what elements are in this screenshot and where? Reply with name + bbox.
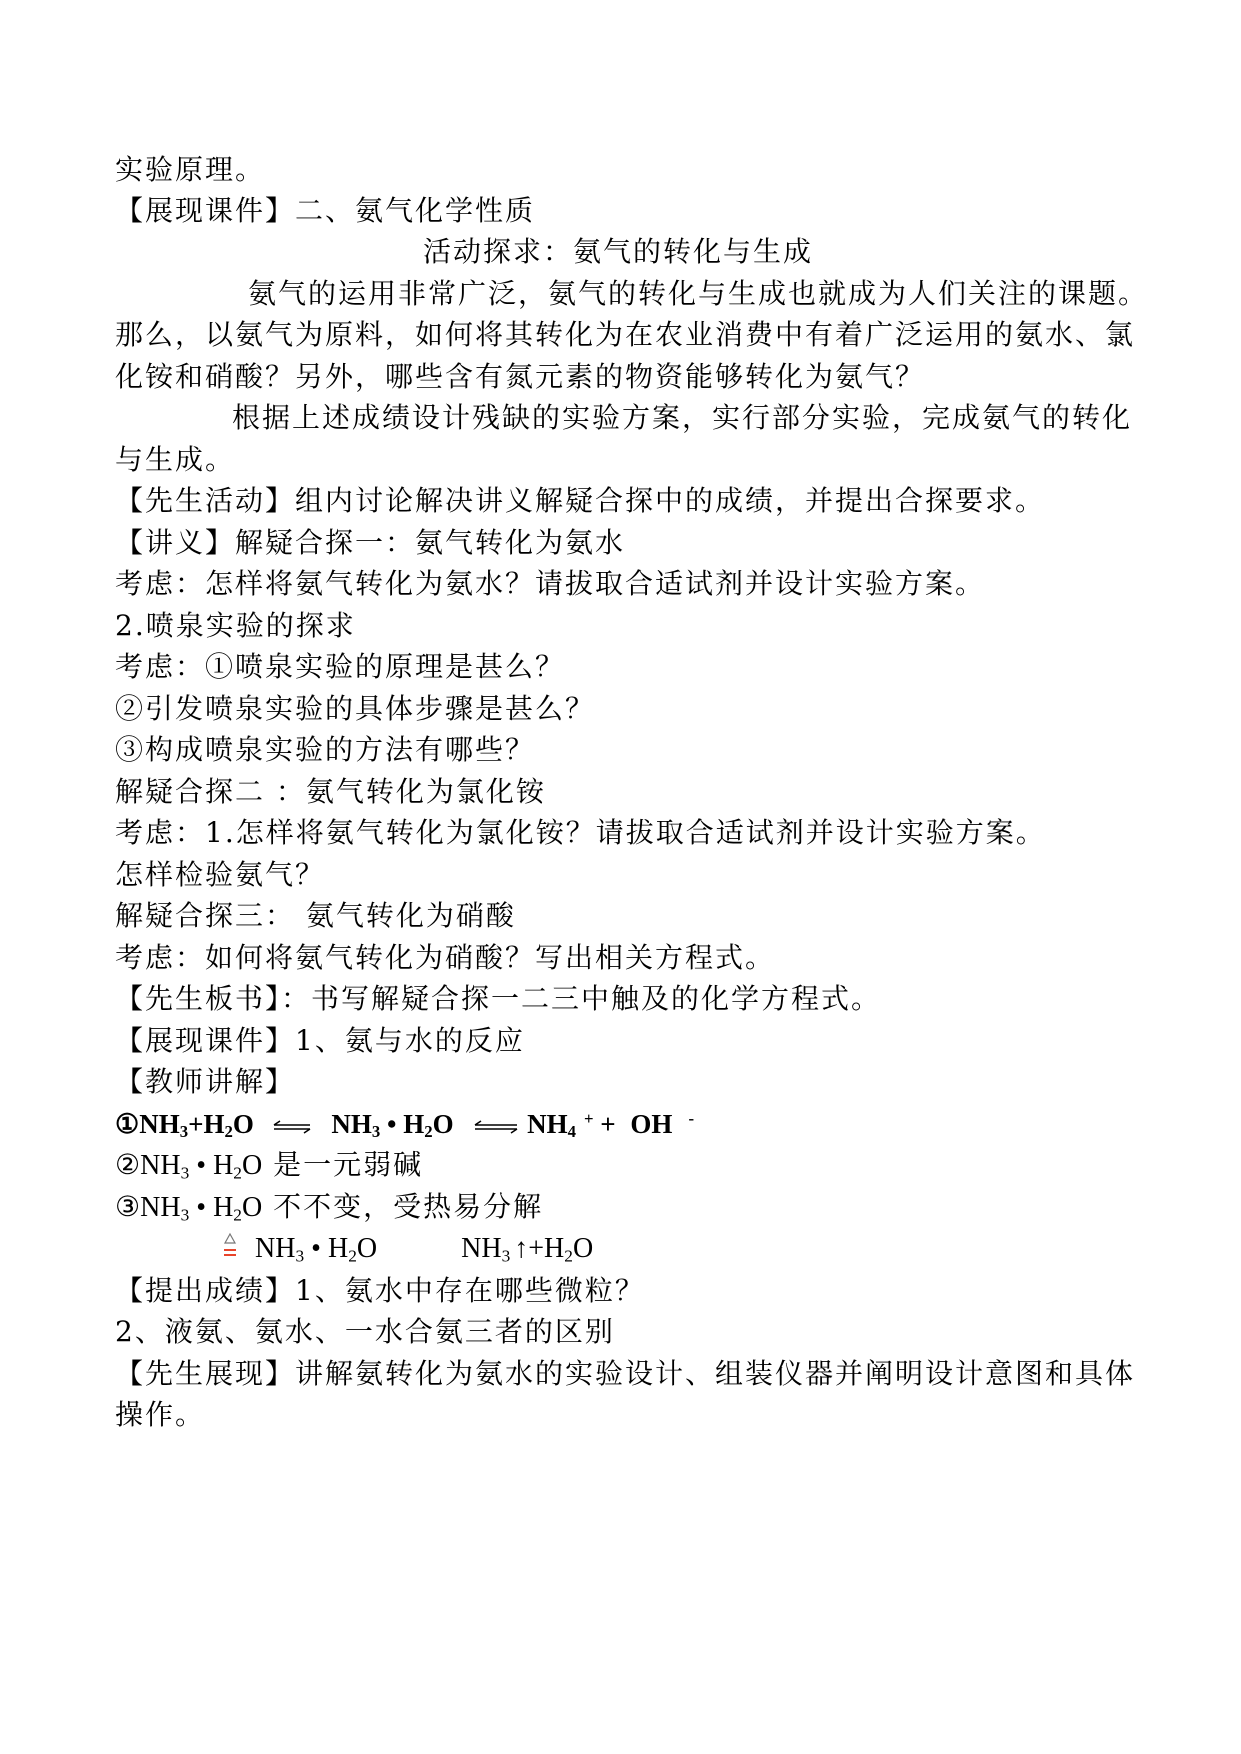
- text-line: ②引发喷泉实验的具体步骤是甚么？: [115, 692, 596, 725]
- formula-text: H: [327, 1233, 349, 1264]
- formula-text: +H: [188, 1109, 225, 1139]
- formula-number: ②: [115, 1150, 141, 1181]
- formula-text: O: [241, 1192, 263, 1223]
- formula-subscript: 3: [179, 1122, 189, 1142]
- formula-text: O: [432, 1109, 454, 1139]
- text-line: 化铵和硝酸？另外，哪些含有氮元素的物资能够转化为氨气？: [115, 360, 926, 393]
- formula-subscript: 4: [567, 1122, 576, 1142]
- formula-text: •: [380, 1109, 404, 1139]
- text-line: 解疑合探二 ：氨气转化为氯化铵: [115, 775, 546, 808]
- formula-text: NH: [527, 1109, 568, 1139]
- text-line: ③构成喷泉实验的方法有哪些？: [115, 733, 536, 766]
- heat-condition-icon: [218, 1232, 242, 1264]
- text-line: 氨气的运用非常广泛，氨气的转化与生成也就成为人们关注的课题。: [248, 277, 1149, 310]
- text-line: 与生成。: [115, 443, 236, 476]
- decomposition-equation: [255, 1229, 593, 1269]
- formula-subscript: 3: [371, 1122, 381, 1142]
- formula-number: ③: [115, 1192, 141, 1223]
- formula-text: 不不变，受热易分解: [262, 1190, 544, 1223]
- text-line: 考虑：怎样将氨气转化为氨水？请拔取合适试剂并设计实验方案。: [115, 567, 986, 600]
- text-line: 【先生板书】：书写解疑合探一二三中触及的化学方程式。: [115, 982, 882, 1015]
- text-line: [115, 1187, 543, 1228]
- text-line: 【先生展现】讲解氨转化为氨水的实验设计、组装仪器并阐明设计意图和具体: [115, 1357, 1136, 1390]
- formula-subscript: 3: [295, 1246, 305, 1266]
- text-line: 解疑合探三： 氨气转化为硝酸: [115, 899, 516, 932]
- text-line: 操作。: [115, 1398, 206, 1431]
- gas-arrow-icon: ↑: [514, 1233, 529, 1264]
- formula-text: OH: [630, 1109, 673, 1139]
- formula-text: NH: [139, 1109, 180, 1139]
- text-line: 2.喷泉实验的探求: [115, 609, 356, 642]
- reversible-arrow-icon: [273, 1120, 311, 1134]
- formula-number: ①: [115, 1109, 140, 1139]
- formula-text: H: [213, 1192, 234, 1223]
- text-line: 怎样检验氨气？: [115, 858, 326, 891]
- text-line: [115, 1145, 423, 1186]
- formula-text: O: [572, 1233, 594, 1264]
- text-line: 2、液氨、氨水、一水合氨三者的区别: [115, 1315, 615, 1348]
- section-heading: 活动探求：氨气的转化与生成: [423, 235, 814, 268]
- text-line: 【先生活动】组内讨论解决讲义解疑合探中的成绩，并提出合探要求。: [115, 484, 1046, 517]
- text-line: 【展现课件】二、氨气化学性质: [115, 194, 536, 227]
- text-line: 考虑：1.怎样将氨气转化为氯化铵？请拔取合适试剂并设计实验方案。: [115, 816, 1046, 849]
- formula-text: •: [189, 1150, 214, 1181]
- formula-subscript: 2: [564, 1246, 573, 1266]
- formula-text: O: [232, 1109, 254, 1139]
- formula-subscript: 3: [180, 1205, 190, 1225]
- text-line: 考虑：如何将氨气转化为硝酸？写出相关方程式。: [115, 941, 776, 974]
- formula-text: NH: [140, 1192, 181, 1223]
- formula-subscript: 3: [501, 1246, 511, 1266]
- formula-text: O: [241, 1150, 263, 1181]
- text-line: 考虑：①喷泉实验的原理是甚么？: [115, 650, 566, 683]
- equation-ammonia-water: [115, 1104, 694, 1144]
- formula-text: •: [189, 1192, 214, 1223]
- formula-subscript: 2: [424, 1122, 433, 1142]
- formula-text: H: [403, 1109, 425, 1139]
- formula-subscript: 2: [224, 1122, 233, 1142]
- formula-text: NH: [331, 1109, 372, 1139]
- formula-text: •: [304, 1233, 328, 1264]
- text-line: 【提出成绩】1、氨水中存在哪些微粒？: [115, 1274, 645, 1307]
- text-line: 实验原理。: [115, 153, 266, 186]
- formula-text: 是一元弱碱: [262, 1148, 424, 1181]
- formula-subscript: 3: [180, 1163, 190, 1183]
- formula-text: NH: [255, 1233, 296, 1264]
- text-line: 根据上述成绩设计残缺的实验方案，实行部分实验，完成氨气的转化: [232, 401, 1133, 434]
- formula-subscript: 2: [348, 1246, 357, 1266]
- formula-subscript: 2: [233, 1205, 242, 1225]
- text-line: 那么，以氨气为原料，如何将其转化为在农业消费中有着广泛运用的氨水、氯: [115, 318, 1136, 351]
- text-line: 【教师讲解】: [115, 1065, 296, 1098]
- text-line: 【讲义】解疑合探一：氨气转化为氨水: [115, 526, 626, 559]
- formula-subscript: 2: [233, 1163, 242, 1183]
- formula-text: +H: [528, 1233, 565, 1264]
- text-line: 【展现课件】1、氨与水的反应: [115, 1024, 525, 1057]
- formula-text: NH: [461, 1233, 502, 1264]
- formula-text: O: [356, 1233, 378, 1264]
- formula-text: NH: [140, 1150, 181, 1181]
- formula-superscript: -: [688, 1108, 695, 1128]
- reversible-arrow-icon: [474, 1120, 518, 1134]
- formula-text: +: [593, 1109, 623, 1139]
- formula-text: H: [213, 1150, 234, 1181]
- formula-superscript: +: [583, 1108, 594, 1128]
